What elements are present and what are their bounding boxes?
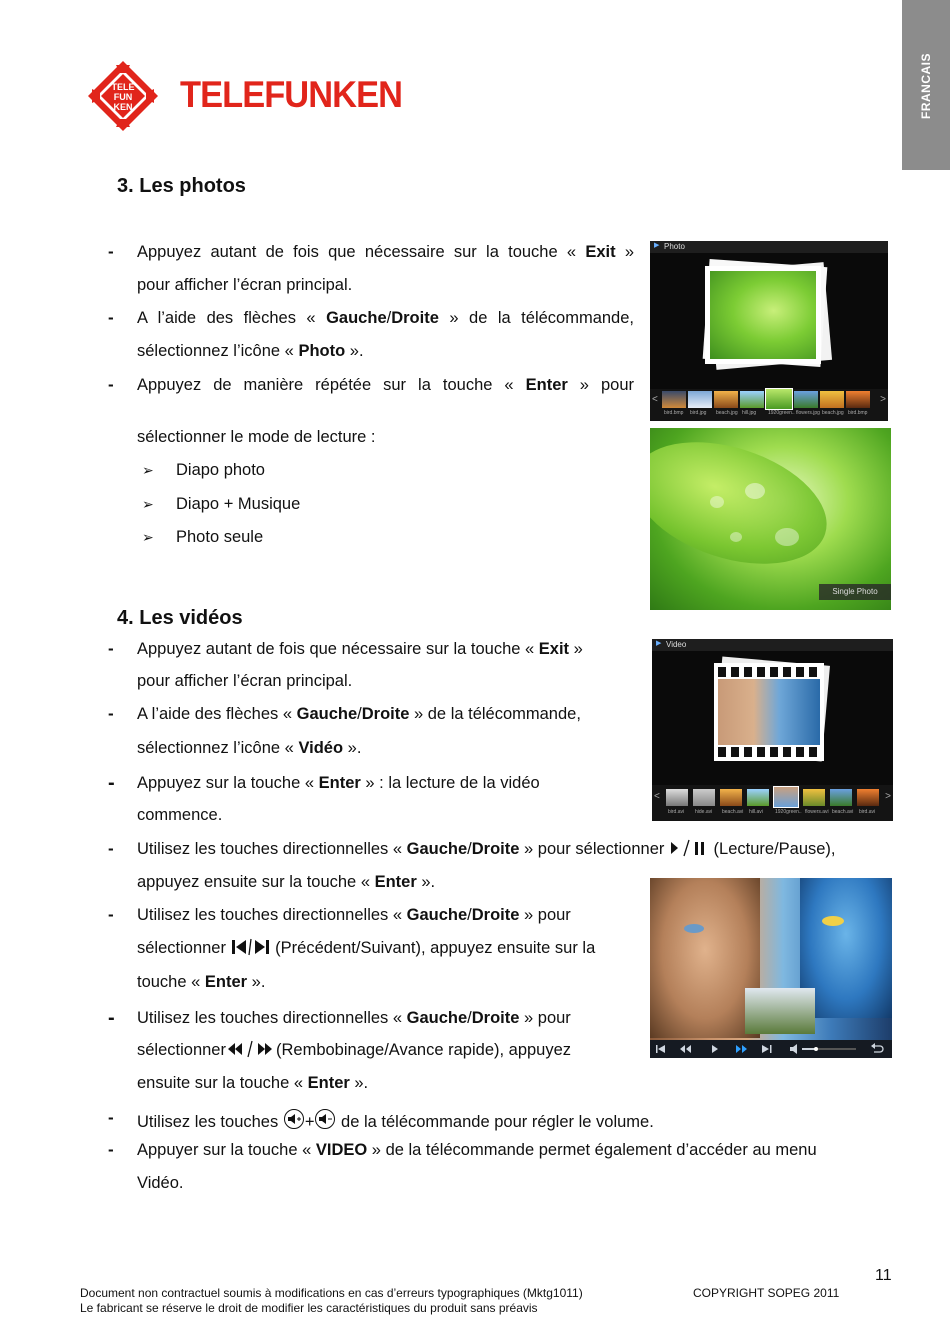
mode-item: Diapo + Musique <box>176 495 301 513</box>
videos-step2-line1: A l’aide des flèches « Gauche/Droite » de la télécommande, <box>137 705 581 723</box>
photos-step3-line2: sélectionner le mode de lecture : <box>137 428 376 446</box>
chevron-right-icon: > <box>880 394 886 405</box>
water-drop <box>745 483 765 499</box>
mode-item: Diapo photo <box>176 461 265 479</box>
bullet-dash: - <box>108 772 115 794</box>
photo-menu-screenshot <box>650 241 888 421</box>
videos-step1-line2: pour afficher l’écran principal. <box>137 672 353 690</box>
footer-disclaimer-2: Le fabricant se réserve le droit de modifier les caractéristiques du produit sans préavis <box>80 1301 538 1315</box>
bullet-dash: - <box>108 905 114 924</box>
videos-step6-line3: ensuite sur la touche « Enter ». <box>137 1074 369 1092</box>
chevron-left-icon: < <box>652 394 658 405</box>
svg-text:FUN: FUN <box>113 92 133 102</box>
bullet-dash: - <box>108 1140 114 1159</box>
play-icon: ▶ <box>654 242 660 249</box>
language-tab-label: FRANCAIS <box>919 53 933 119</box>
volume-icon <box>790 1044 797 1054</box>
videos-step6-line2: sélectionner (Rembobinage/Avance rapide), appuyez <box>137 1040 571 1063</box>
video-playback-screenshot <box>650 878 892 1058</box>
leaf-shape <box>650 428 842 586</box>
logo-emblem-icon <box>86 59 160 133</box>
arrow-bullet-icon: ➢ <box>142 462 154 478</box>
play-icon: ▶ <box>656 640 662 647</box>
bullet-dash: - <box>108 242 114 261</box>
forward-button-icon <box>736 1045 747 1053</box>
thumbnail-strip: < > bird.bmp bird.jpg beach.jpg hill.jpg 1920green.. flowers.jpg beach.jpg bird.bmp <box>650 389 888 421</box>
rewind-button-icon <box>680 1045 691 1053</box>
eye <box>684 924 704 933</box>
svg-text:KEN: KEN <box>113 102 133 112</box>
arrow-bullet-icon: ➢ <box>142 496 154 512</box>
video-frame-image <box>718 679 820 745</box>
chevron-left-icon: < <box>654 791 660 802</box>
footer-copyright: COPYRIGHT SOPEG 2011 <box>693 1286 840 1300</box>
videos-step2-line2: sélectionnez l’icône « Vidéo ». <box>137 739 362 757</box>
chevron-right-icon: > <box>885 791 891 802</box>
landscape <box>745 988 815 1034</box>
bullet-dash: - <box>108 1108 114 1127</box>
arrow-bullet-icon: ➢ <box>142 529 154 545</box>
single-photo-screenshot <box>650 428 891 610</box>
section-photos-title: 3. Les photos <box>117 175 246 197</box>
volume-up-icon <box>283 1108 305 1135</box>
bullet-dash: - <box>108 639 114 658</box>
water-drop <box>710 496 724 508</box>
water-drop <box>730 532 742 542</box>
video-screen-title: Video <box>666 640 687 649</box>
play-pause-icon <box>669 839 709 862</box>
videos-step5-line3: touche « Enter ». <box>137 973 266 991</box>
video-menu-screenshot <box>652 639 893 821</box>
videos-step8-line1: Appuyer sur la touche « VIDEO » de la télécommande permet également d’accéder au menu <box>137 1141 817 1159</box>
rewind-forward-icon <box>226 1040 276 1063</box>
videos-step1-line1: Appuyez autant de fois que nécessaire sur la touche « Exit » <box>137 640 583 658</box>
photos-step1-line1: Appuyez autant de fois que nécessaire sur la touche « Exit » <box>137 243 634 261</box>
photos-step2-line2: sélectionnez l’icône « Photo ». <box>137 342 364 360</box>
play-button-icon <box>712 1045 718 1053</box>
next-button-icon <box>762 1045 772 1053</box>
playback-controls[interactable] <box>650 1040 892 1058</box>
mode-item: Photo seule <box>176 528 264 546</box>
bullet-dash: - <box>108 375 114 394</box>
videos-step5-line1: Utilisez les touches directionnelles « Gauche/Droite » pour <box>137 906 571 924</box>
brand-name: TELEFUNKEN <box>180 74 403 115</box>
return-icon <box>871 1043 883 1052</box>
videos-step8-line2: Vidéo. <box>137 1174 184 1192</box>
page-number: 11 <box>875 1267 892 1284</box>
prev-next-icon <box>231 938 271 961</box>
videos-step3-line1: Appuyez sur la touche « Enter » : la lecture de la vidéo <box>137 774 540 792</box>
telefunken-logo <box>86 59 160 133</box>
human-face <box>650 878 760 1038</box>
prev-button-icon <box>656 1045 665 1053</box>
eye <box>822 916 844 926</box>
photos-step2-line1: A l’aide des flèches « Gauche/Droite » de la télécommande, <box>137 309 634 327</box>
bullet-dash: - <box>108 839 114 858</box>
footer-disclaimer-1: Document non contractuel soumis à modifications en cas d’erreurs typographiques (Mktg1011) <box>80 1286 583 1300</box>
videos-step3-line2: commence. <box>137 806 223 824</box>
photos-step1-line2: pour afficher l’écran principal. <box>137 276 353 294</box>
videos-step4-line2: appuyez ensuite sur la touche « Enter ». <box>137 873 436 891</box>
videos-step4-line1: Utilisez les touches directionnelles « Gauche/Droite » pour sélectionner (Lecture/Pause), <box>137 839 836 862</box>
bullet-dash: - <box>108 308 114 327</box>
bullet-dash: - <box>108 1007 115 1029</box>
volume-down-icon <box>314 1108 336 1135</box>
svg-text:TELE: TELE <box>111 82 135 92</box>
film-frame <box>714 663 824 761</box>
leaf-photo <box>710 271 816 359</box>
videos-step6-line1: Utilisez les touches directionnelles « Gauche/Droite » pour <box>137 1009 571 1027</box>
video-thumbnail-strip: < > bird.avi hide.avi beach.avi hill.avi 1920green.. flowers.avi beach.avi bird.avi <box>652 785 893 821</box>
language-tab <box>902 0 950 170</box>
photos-step3-line1: Appuyez de manière répétée sur la touche « Enter » pour <box>137 376 634 394</box>
videos-step5-line2: sélectionner (Précédent/Suivant), appuyez ensuite sur la <box>137 938 595 961</box>
water-drop <box>775 528 799 546</box>
videos-step7: Utilisez les touches + de la télécommande pour régler le volume. <box>137 1108 654 1135</box>
bullet-dash: - <box>108 704 114 723</box>
single-photo-badge: Single Photo <box>819 584 891 600</box>
section-videos-title: 4. Les vidéos <box>117 607 243 629</box>
photo-screen-title: Photo <box>664 242 685 251</box>
